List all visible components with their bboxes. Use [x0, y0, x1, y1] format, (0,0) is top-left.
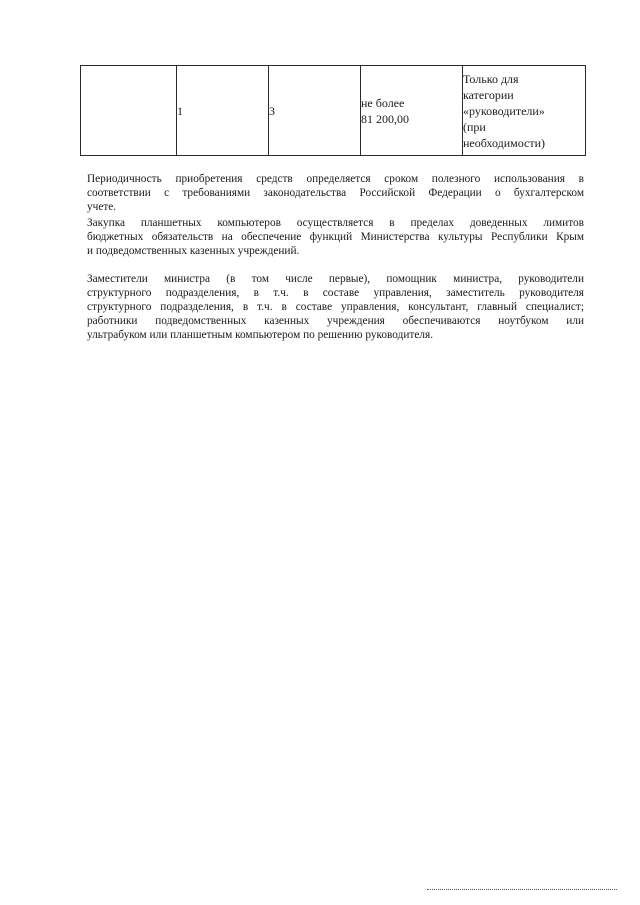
table-cell-price [361, 66, 463, 156]
note-line: Только для [463, 71, 519, 86]
paragraph-tablet-purchase [87, 216, 584, 258]
text-line: работники подведомственных казенных учреждения обеспечиваются ноутбуком или [87, 315, 584, 327]
specification-table [80, 65, 586, 156]
text-line: Периодичность приобретения средств определяется сроком полезного использования в [87, 173, 584, 185]
text-line: бюджетных обязательств на обеспечение функций Министерства культуры Республики Крым [87, 231, 584, 243]
text-line: и подведомственных казенных учреждений. [87, 245, 300, 257]
table-row [81, 66, 586, 156]
text-line: структурного подразделения, в т.ч. в составе управления, консультант, главный специалист; [87, 301, 584, 313]
table-cell-quantity-1: 1 [177, 66, 269, 156]
table-cell-note [463, 66, 586, 156]
price-line: 81 200,00 [361, 111, 409, 126]
note-line: «руководители» [463, 103, 545, 118]
text-line: учете. [87, 201, 117, 213]
text-line: соответствии с требованиями законодательства Российской Федерации о бухгалтерском [87, 187, 584, 199]
signature-dotted-line [427, 889, 617, 890]
note-line: категории [463, 87, 514, 102]
table-cell-quantity-3: 3 [269, 66, 361, 156]
note-line: необходимости) [463, 135, 546, 150]
paragraph-eligible-staff [87, 272, 584, 342]
table-cell-empty [81, 66, 177, 156]
price-line: не более [361, 95, 405, 110]
text-line: структурного подразделения, в т.ч. в составе управления, заместитель руководителя [87, 287, 584, 299]
text-line: Закупка планшетных компьютеров осуществляется в пределах доведенных лимитов [87, 217, 584, 229]
text-line: ультрабуком или планшетным компьютером по решению руководителя. [87, 329, 434, 341]
text-line: Заместители министра (в том числе первые), помощник министра, руководители [87, 273, 584, 285]
note-line: (при [463, 119, 486, 134]
paragraph-purchase-periodicity [87, 172, 584, 214]
